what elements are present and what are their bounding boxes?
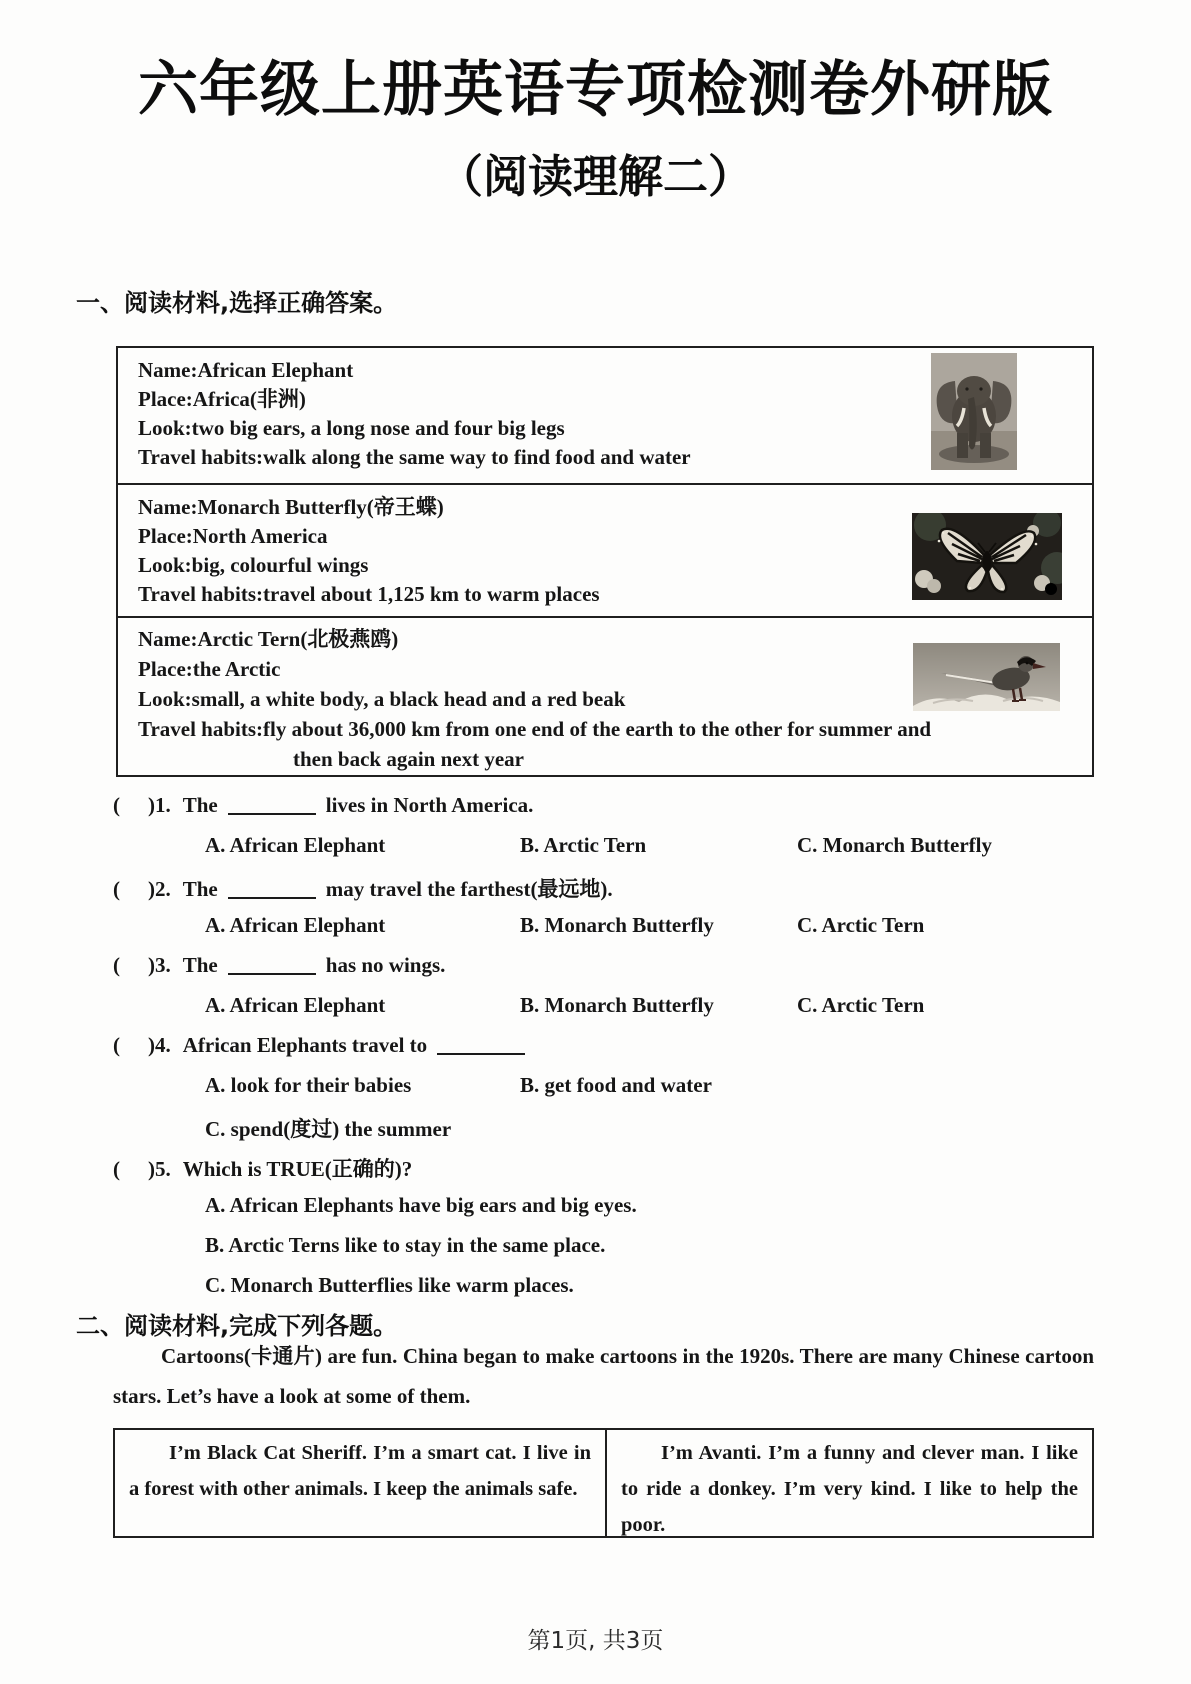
question-3-options	[0, 993, 1000, 1023]
page-title: 六年级上册英语专项检测卷外研版	[138, 55, 1053, 125]
option-b: B. Monarch Butterfly	[520, 913, 714, 937]
section1-heading: 一、阅读材料,选择正确答案。	[76, 289, 398, 317]
answer-paren-open: (	[113, 793, 120, 817]
question-text: may travel the farthest(最远地).	[325, 877, 613, 901]
animal-look-line: Look:small, a white body, a black head and a red beak	[138, 687, 626, 711]
question-5-option-a	[0, 1193, 1000, 1223]
question-number: )4.	[148, 1033, 171, 1057]
answer-paren-open: (	[113, 953, 120, 977]
option-c: C. Arctic Tern	[797, 913, 925, 937]
answer-blank	[228, 881, 316, 899]
question-text: lives in North America.	[325, 793, 534, 817]
question-number: )3.	[148, 953, 171, 977]
page-subtitle: （阅读理解二）	[437, 150, 753, 203]
answer-paren-open: (	[113, 1033, 120, 1057]
question-text: African Elephants travel to	[182, 1033, 428, 1057]
animal-travel-line: Travel habits:travel about 1,125 km to warm places	[138, 582, 600, 606]
question-2-options	[0, 913, 1000, 943]
question-number: )5.	[148, 1157, 171, 1181]
question-text: The	[182, 953, 218, 977]
question-1-options	[0, 833, 1000, 863]
question-text: The	[182, 793, 218, 817]
animal-name-line: Name:African Elephant	[138, 358, 354, 382]
animal-look-line: Look:two big ears, a long nose and four big legs	[138, 416, 565, 440]
answer-paren-open: (	[113, 877, 120, 901]
avanti-cell: I’m Avanti. I’m a funny and clever man. I like to ride a donkey. I’m very kind. I like to help the poor.	[621, 1442, 1078, 1536]
option-a: A. African Elephant	[205, 833, 386, 857]
question-4-option-c	[0, 1113, 1000, 1143]
answer-blank	[228, 957, 316, 975]
section2-heading: 二、阅读材料,完成下列各题。	[76, 1312, 398, 1340]
animal-place-line: Place:Africa(非洲)	[138, 387, 306, 411]
question-number: )1.	[148, 793, 171, 817]
option-b: B. get food and water	[520, 1073, 712, 1097]
option-b: B. Arctic Tern	[520, 833, 647, 857]
question-text: Which is TRUE(正确的)?	[182, 1157, 413, 1181]
monarch-butterfly-photo	[912, 513, 1062, 600]
option-a: A. African Elephants have big ears and big eyes.	[205, 1193, 637, 1217]
question-5-option-c	[0, 1273, 1000, 1303]
question-text: has no wings.	[325, 953, 446, 977]
option-a: A. look for their babies	[205, 1073, 412, 1097]
question-2-stem	[113, 873, 1113, 903]
answer-paren-open: (	[113, 1157, 120, 1181]
question-4-stem	[113, 1033, 1113, 1063]
cartoon-characters-table	[113, 1428, 1094, 1538]
black-cat-sheriff-cell: I’m Black Cat Sheriff. I’m a smart cat. I live in a forest with other animals. I keep the animals safe.	[115, 1430, 607, 1536]
question-text: The	[182, 877, 218, 901]
question-3-stem	[113, 953, 1113, 983]
animal-name-line: Name:Arctic Tern(北极燕鸥)	[138, 627, 399, 651]
animal-place-line: Place:the Arctic	[138, 657, 281, 681]
option-a: A. African Elephant	[205, 913, 386, 937]
question-5-option-b	[0, 1233, 1000, 1263]
african-elephant-photo	[931, 353, 1017, 470]
animal-place-line: Place:North America	[138, 524, 328, 548]
question-5-stem	[113, 1153, 1113, 1183]
animal-info-table	[116, 346, 1094, 777]
animal-look-line: Look:big, colourful wings	[138, 553, 369, 577]
animal-travel-line-continued: then back again next year	[293, 747, 524, 771]
option-c: C. Arctic Tern	[797, 993, 925, 1017]
option-c: C. Monarch Butterflies like warm places.	[205, 1273, 574, 1297]
answer-blank	[228, 797, 316, 815]
question-number: )2.	[148, 877, 171, 901]
option-c: C. spend(度过) the summer	[205, 1117, 452, 1141]
question-4-options-ab	[0, 1073, 1000, 1103]
page-footer: 第1页, 共3页	[527, 1628, 664, 1654]
option-a: A. African Elephant	[205, 993, 386, 1017]
question-1-stem	[113, 793, 1113, 823]
option-b: B. Arctic Terns like to stay in the same place.	[205, 1233, 606, 1257]
option-c: C. Monarch Butterfly	[797, 833, 992, 857]
option-b: B. Monarch Butterfly	[520, 993, 714, 1017]
cartoons-intro-paragraph: Cartoons(卡通片) are fun. China began to make cartoons in the 1920s. There are many Chinese cartoon stars. Let’s have a look at some of them.	[113, 1344, 1094, 1408]
answer-blank	[437, 1037, 525, 1055]
animal-travel-line: Travel habits:fly about 36,000 km from one end of the earth to the other for summer and	[138, 717, 932, 741]
arctic-tern-photo	[913, 643, 1060, 711]
animal-travel-line: Travel habits:walk along the same way to find food and water	[138, 445, 691, 469]
animal-name-line: Name:Monarch Butterfly(帝王蝶)	[138, 495, 444, 519]
